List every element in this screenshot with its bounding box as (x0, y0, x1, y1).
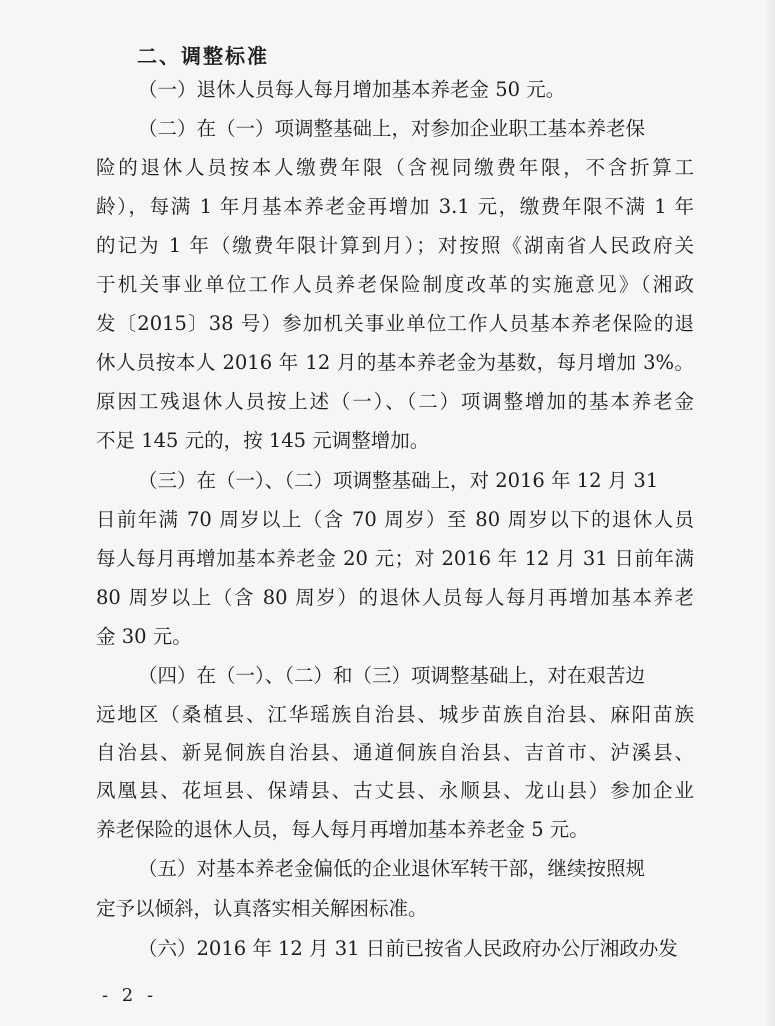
paragraph-line: 日前年满 70 周岁以上（含 70 周岁）至 80 周岁以下的退休人员 (96, 508, 694, 531)
paragraph-line: 龄），每满 1 年月基本养老金再增加 3.1 元，缴费年限不满 1 年 (96, 195, 694, 218)
paragraph-line: 远地区（桑植县、江华瑶族自治县、城步苗族自治县、麻阳苗族 (96, 703, 694, 726)
paragraph-line: 每人每月再增加基本养老金 20 元；对 2016 年 12 月 31 日前年满 (96, 547, 694, 570)
paragraph-line: （三）在（一）、（二）项调整基础上，对 2016 年 12 月 31 (138, 469, 659, 492)
paragraph-line: （六）2016 年 12 月 31 日前已按省人民政府办公厅湘政办发 (138, 937, 678, 960)
paragraph-line: （四）在（一）、（二）和（三）项调整基础上，对在艰苦边 (138, 664, 646, 687)
paragraph-line: 发〔2015〕38 号）参加机关事业单位工作人员基本养老保险的退 (96, 312, 694, 335)
paragraph-line: 80 周岁以上（含 80 周岁）的退休人员每人每月再增加基本养老 (96, 586, 694, 609)
paragraph-line: 不足 145 元的，按 145 元调整增加。 (96, 429, 430, 452)
paragraph-line: 自治县、新晃侗族自治县、通道侗族自治县、吉首市、泸溪县、 (96, 741, 694, 764)
paragraph-line: 的记为 1 年（缴费年限计算到月）；对按照《湖南省人民政府关 (96, 234, 694, 257)
page-number: - 2 - (102, 985, 158, 1006)
paragraph-line: 定予以倾斜，认真落实相关解困标准。 (96, 897, 428, 920)
paragraph-line: 险的退休人员按本人缴费年限（含视同缴费年限，不含折算工 (96, 156, 694, 179)
paragraph-line: 休人员按本人 2016 年 12 月的基本养老金为基数，每月增加 3%。 (96, 351, 694, 374)
paragraph-line: 于机关事业单位工作人员养老保险制度改革的实施意见》（湘政 (96, 273, 694, 296)
section-heading: 二、调整标准 (137, 44, 269, 68)
paragraph-line: 凤凰县、花垣县、保靖县、古丈县、永顺县、龙山县）参加企业 (96, 779, 694, 802)
paragraph-line: （一）退休人员每人每月增加基本养老金 50 元。 (138, 78, 566, 101)
paragraph-line: 原因工残退休人员按上述（一）、（二）项调整增加的基本养老金 (96, 390, 694, 413)
paragraph-line: 养老保险的退休人员，每人每月再增加基本养老金 5 元。 (96, 818, 589, 841)
paragraph-line: （二）在（一）项调整基础上，对参加企业职工基本养老保 (138, 117, 646, 140)
paragraph-line: 金 30 元。 (96, 625, 192, 648)
page-edge-shadow (765, 0, 775, 1026)
paragraph-line: （五）对基本养老金偏低的企业退休军转干部，继续按照规 (138, 857, 646, 880)
